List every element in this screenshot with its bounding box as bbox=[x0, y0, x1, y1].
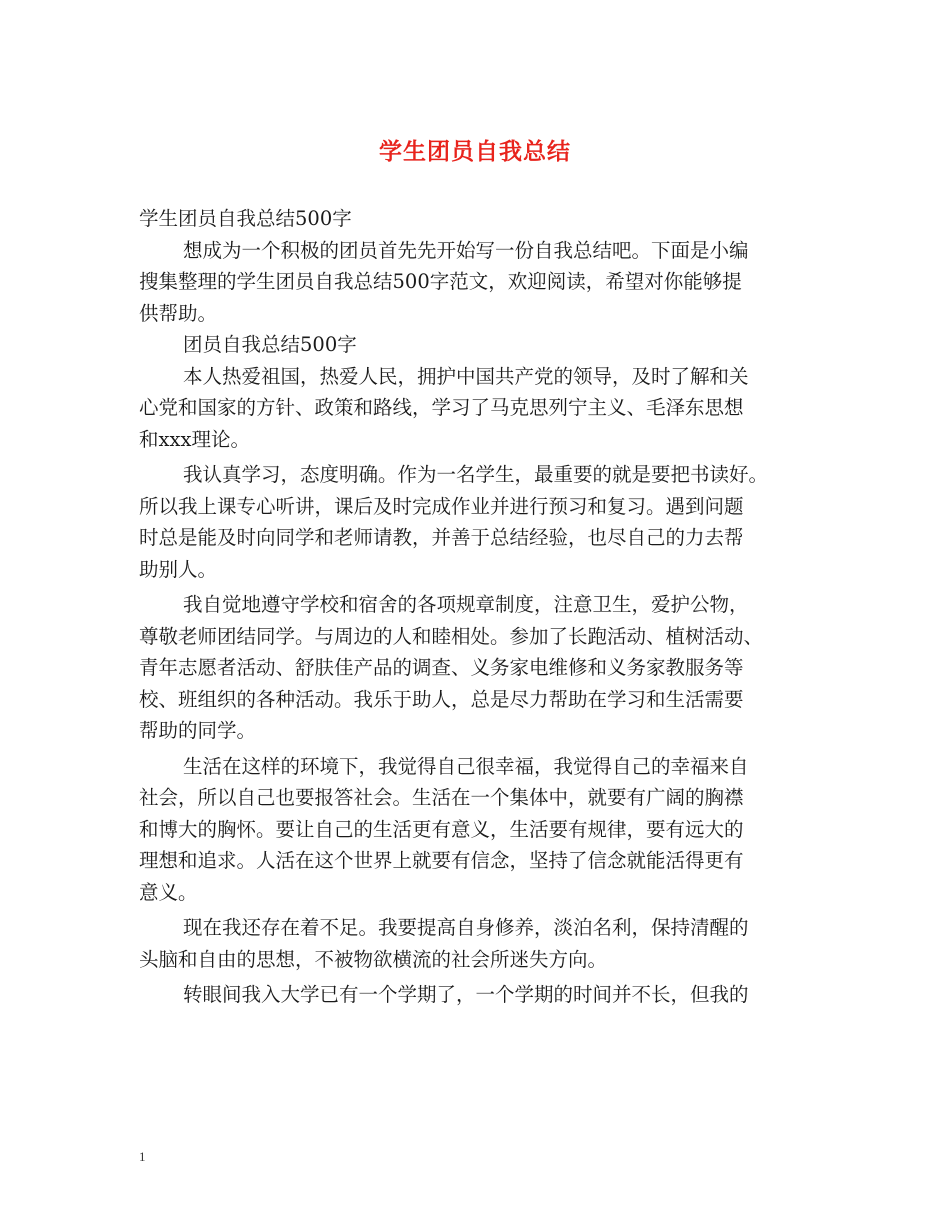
body-line: 想成为一个积极的团员首先先开始写一份自我总结吧。下面是小编 bbox=[183, 238, 749, 262]
body-line: 生活在这样的环境下，我觉得自己很幸福，我觉得自己的幸福来自 bbox=[183, 754, 749, 778]
body-line: 青年志愿者活动、舒肤佳产品的调查、义务家电维修和义务家教服务等 bbox=[139, 656, 744, 679]
body-line: 现在我还存在着不足。我要提高自身修养，淡泊名利，保持清醒的 bbox=[183, 916, 749, 939]
document-title: 学生团员自我总结 bbox=[379, 138, 571, 165]
body-line: 供帮助。 bbox=[139, 301, 218, 325]
page-number: 1 bbox=[139, 1149, 146, 1164]
body-line: 转眼间我入大学已有一个学期了，一个学期的时间并不长，但我的 bbox=[183, 983, 749, 1006]
body-line: 和博大的胸怀。要让自己的生活更有意义，生活要有规律，要有远大的 bbox=[139, 817, 744, 841]
subtitle-line: 学生团员自我总结500字 bbox=[139, 207, 352, 230]
body-line: 头脑和自由的思想，不被物欲横流的社会所迷失方向。 bbox=[139, 947, 608, 971]
body-line: 和xxx理论。 bbox=[139, 427, 250, 451]
body-line: 帮助的同学。 bbox=[139, 719, 257, 742]
body-line: 搜集整理的学生团员自我总结500字范文，欢迎阅读，希望对你能够提 bbox=[139, 270, 742, 293]
body-line: 所以我上课专心听讲，课后及时完成作业并进行预习和复习。遇到问题 bbox=[139, 494, 744, 518]
body-line: 理想和追求。人活在这个世界上就要有信念，坚持了信念就能活得更有 bbox=[139, 849, 744, 872]
document-body bbox=[139, 203, 819, 1011]
body-line: 意义。 bbox=[139, 880, 198, 904]
body-line: 校、班组织的各种活动。我乐于助人，总是尽力帮助在学习和生活需要 bbox=[139, 687, 744, 711]
body-line: 心党和国家的方针、政策和路线，学习了马克思列宁主义、毛泽东思想 bbox=[139, 396, 744, 419]
body-line: 我认真学习，态度明确。作为一名学生，最重要的就是要把书读好。 bbox=[183, 463, 769, 486]
body-line: 社会，所以自己也要报答社会。生活在一个集体中，就要有广阔的胸襟 bbox=[139, 786, 744, 809]
body-line: 本人热爱祖国，热爱人民，拥护中国共产党的领导，及时了解和关 bbox=[183, 364, 749, 388]
body-line: 尊敬老师团结同学。与周边的人和睦相处。参加了长跑活动、植树活动、 bbox=[139, 624, 764, 648]
body-line: 我自觉地遵守学校和宿舍的各项规章制度，注意卫生，爱护公物， bbox=[183, 593, 749, 616]
body-line: 助别人。 bbox=[139, 557, 218, 581]
body-line: 时总是能及时向同学和老师请教，并善于总结经验，也尽自己的力去帮 bbox=[139, 526, 744, 549]
section-heading: 团员自我总结500字 bbox=[183, 333, 357, 356]
